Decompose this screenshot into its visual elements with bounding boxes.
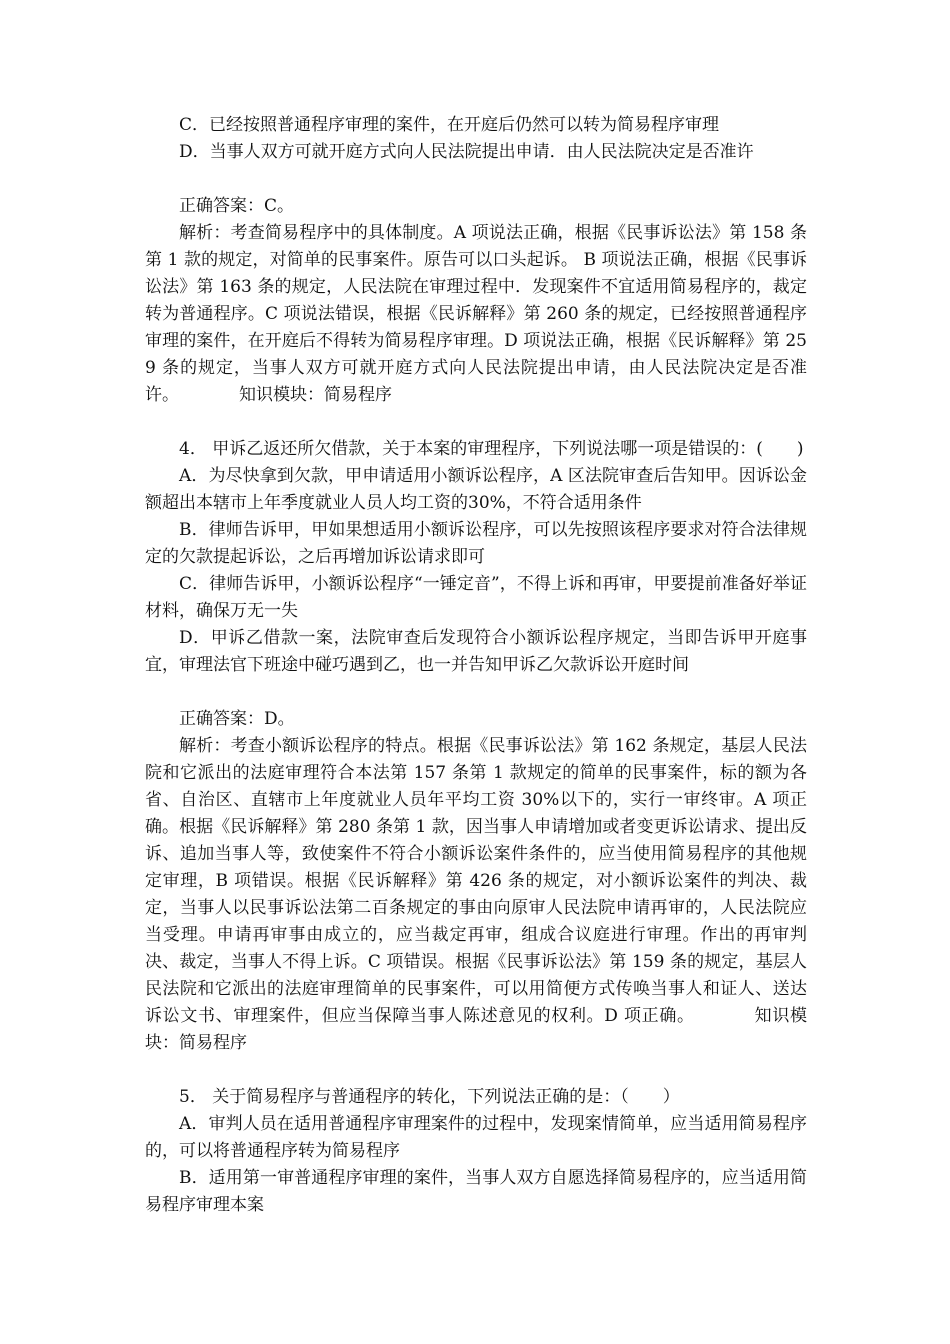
q4-option-c: C．律师告诉甲，小额诉讼程序“一锤定音”，不得上诉和再审，甲要提前准备好举证材料，确保万无一失 xyxy=(145,574,807,621)
q4-knowledge-module: 知识模块：简易程序 xyxy=(145,1006,807,1053)
spacer xyxy=(145,409,807,436)
q4-analysis xyxy=(145,733,807,1057)
q3-analysis xyxy=(145,220,807,409)
q4-answer: 正确答案：D。 xyxy=(179,709,295,729)
q3-option-d: D．当事人双方可就开庭方式向人民法院提出申请．由人民法院决定是否准许 xyxy=(179,142,754,162)
q3-answer: 正确答案：C。 xyxy=(179,196,295,216)
q4-option-a: A．为尽快拿到欠款，甲申请适用小额诉讼程序，A 区法院审查后告知甲。因诉讼金额超出本辖市上年季度就业人员人均工资的30%，不符合适用条件 xyxy=(145,466,807,513)
q4-analysis-text: 解析：考查小额诉讼程序的特点。根据《民事诉讼法》第 162 条规定，基层人民法院和它派出的法庭审理符合本法第 157 条第 1 款规定的简单的民事案件，标的额为各省、自治区、直辖市上年度就业人员年平均工资 30%以下的，实行一审终审。A 项正确。根据《民诉解释》第 280 条第 1 款，因当事人申请增加或者变更诉讼请求、提出反诉、追加当事人等，致使案件不符合小额诉讼案件条件的，应当使用简易程序的其他规定审理，B 项错误。根据《民诉解释》第 426 条的规定，对小额诉讼案件的判决、裁定，当事人以民事诉讼法第二百条规定的事由向原审人民法院申请再审的，人民法院应当受理。申请再审事由成立的，应当裁定再审，组成合议庭进行审理。作出的再审判决、裁定，当事人不得上诉。C 项错误。根据《民事诉讼法》第 159 条的规定，基层人民法院和它派出的法庭审理简单的民事案件，可以用简便方式传唤当事人和证人、送达诉讼文书、审理案件，但应当保障当事人陈述意见的权利。D 项正确。 xyxy=(145,736,807,1026)
q4-stem: 4． 甲诉乙返还所欠借款，关于本案的审理程序，下列说法哪一项是错误的：( ) xyxy=(179,439,804,459)
q3-option-c: C．已经按照普通程序审理的案件，在开庭后仍然可以转为简易程序审理 xyxy=(179,115,720,135)
spacer xyxy=(145,166,807,193)
document-body xyxy=(145,112,807,1219)
q3-knowledge-module: 知识模块：简易程序 xyxy=(239,385,392,405)
q3-analysis-text: 解析：考查简易程序中的具体制度。A 项说法正确，根据《民事诉讼法》第 158 条第 1 款的规定，对简单的民事案件。原告可以口头起诉。 B 项说法正确，根据《民事诉讼法》第 163 条的规定，人民法院在审理过程中．发现案件不宜适用简易程序的，裁定转为普通程序。C 项说法错误，根据《民诉解释》第 260 条的规定，已经按照普通程序审理的案件，在开庭后不得转为简易程序审理。D 项说法正确，根据《民诉解释》第 259 条的规定，当事人双方可就开庭方式向人民法院提出申请，由人民法院决定是否准许。 xyxy=(145,223,807,405)
spacer xyxy=(145,1057,807,1084)
q5-option-b: B．适用第一审普通程序审理的案件，当事人双方自愿选择简易程序的，应当适用简易程序审理本案 xyxy=(145,1168,807,1215)
q4-option-b: B．律师告诉甲，甲如果想适用小额诉讼程序，可以先按照该程序要求对符合法律规定的欠款提起诉讼，之后再增加诉讼请求即可 xyxy=(145,520,807,567)
q5-option-a: A．审判人员在适用普通程序审理案件的过程中，发现案情简单，应当适用简易程序的，可以将普通程序转为简易程序 xyxy=(145,1114,807,1161)
q5-stem: 5． 关于简易程序与普通程序的转化，下列说法正确的是：（ ） xyxy=(179,1087,680,1107)
spacer xyxy=(145,679,807,706)
q4-option-d: D．甲诉乙借款一案，法院审查后发现符合小额诉讼程序规定，当即告诉甲开庭事宜，审理法官下班途中碰巧遇到乙，也一并告知甲诉乙欠款诉讼开庭时间 xyxy=(145,628,807,675)
